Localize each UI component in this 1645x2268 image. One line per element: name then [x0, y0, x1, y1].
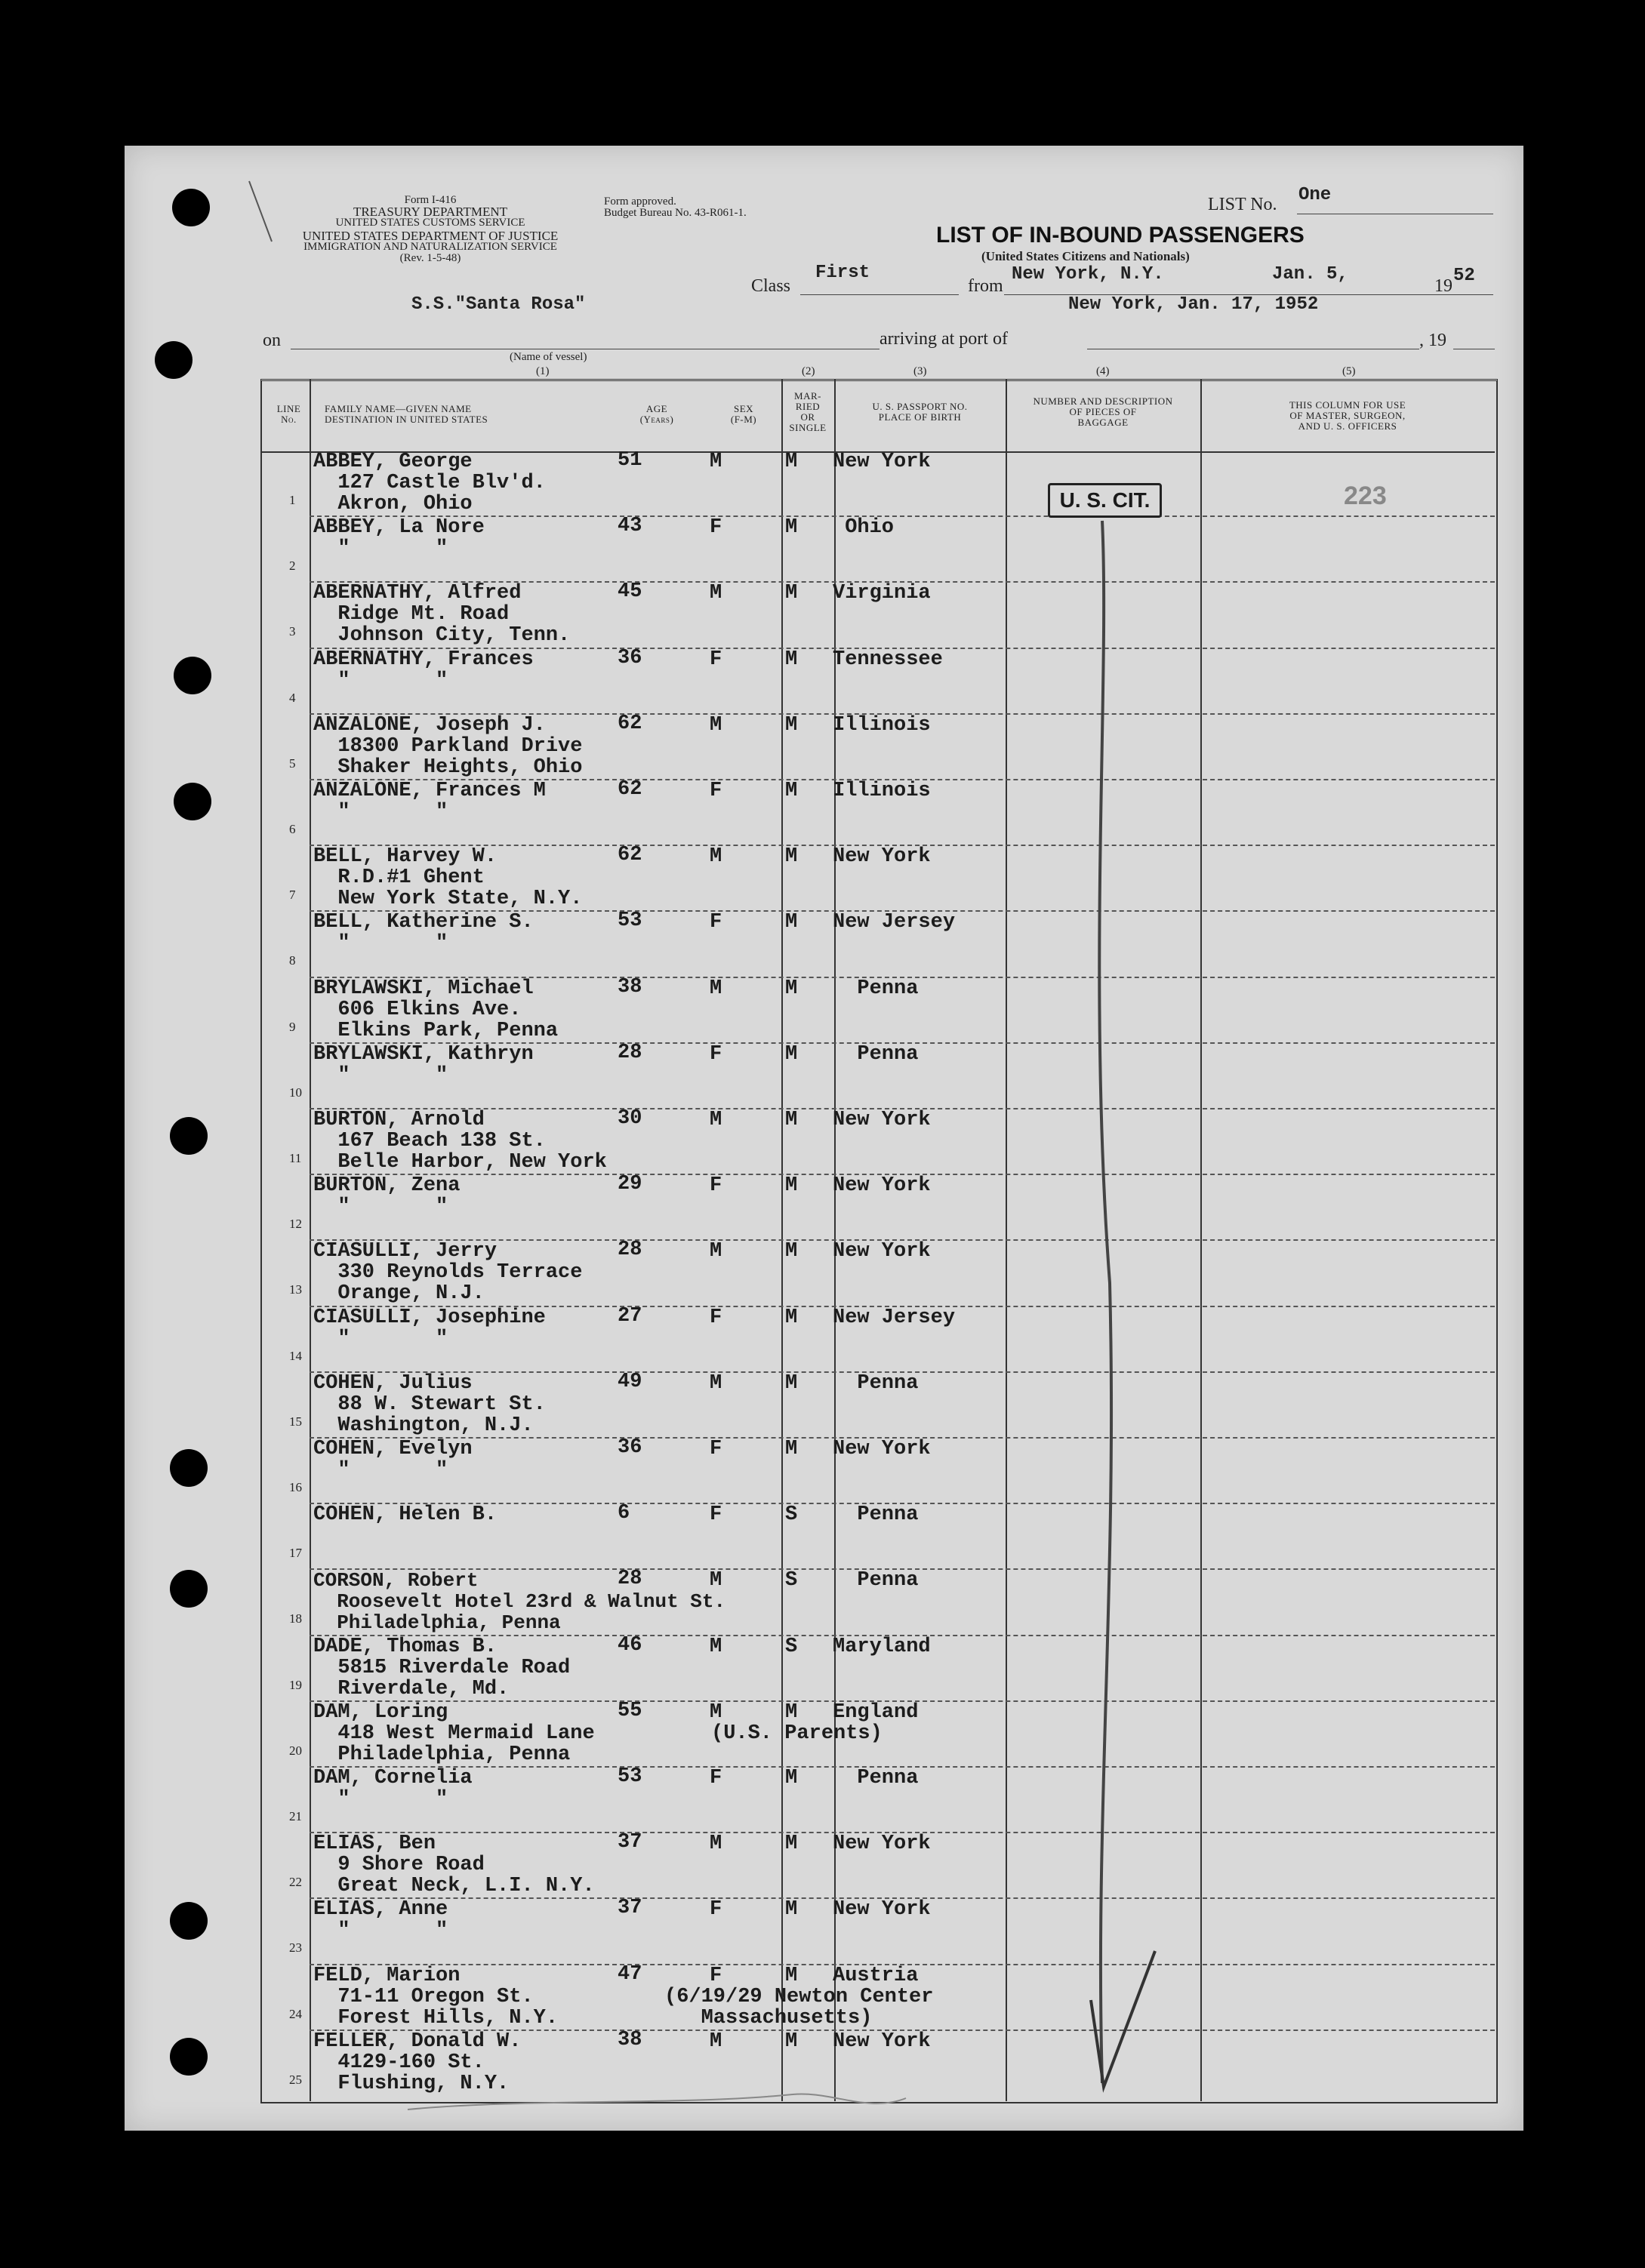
form-number: Form I-416 — [404, 194, 457, 206]
line-number: 1 — [289, 493, 296, 507]
passenger-age: 29 — [618, 1173, 642, 1196]
passenger-marital: M — [785, 582, 798, 605]
passenger-sex: F — [710, 1898, 722, 1922]
line-number: 24 — [289, 2006, 302, 2021]
passenger-age: 28 — [618, 1239, 642, 1262]
passenger-marital: M — [785, 780, 798, 802]
passenger-birthplace: New York — [833, 845, 931, 869]
passenger-sex: M — [710, 1635, 722, 1658]
passenger-marital: M — [785, 1109, 798, 1131]
passenger-marital: M — [785, 1306, 798, 1329]
header-name: FAMILY NAME—GIVEN NAME DESTINATION IN UNITED STATES — [325, 403, 488, 425]
line-number: 10 — [289, 1085, 302, 1100]
passenger-age: 62 — [618, 712, 642, 735]
passenger-birthplace: Virginia — [833, 582, 931, 605]
passenger-sex: F — [710, 1503, 722, 1527]
justice-dept: UNITED STATES DEPARTMENT OF JUSTICE — [302, 229, 559, 243]
baggage-pencil-line — [1099, 521, 1111, 2083]
passenger-age: 27 — [618, 1304, 642, 1328]
passenger-name: ABBEY, George 127 Castle Blv'd. Akron, Ohio — [313, 451, 546, 515]
passenger-age: 37 — [618, 1897, 642, 1920]
passenger-age: 62 — [618, 844, 642, 867]
us-citizen-stamp: U. S. CIT. — [1048, 483, 1162, 518]
passenger-birthplace: Penna — [833, 1503, 919, 1527]
header-baggage: NUMBER AND DESCRIPTION OF PIECES OF BAGGAGE — [1033, 395, 1173, 428]
passenger-birthplace: New York — [833, 1898, 931, 1922]
passenger-sex: F — [710, 1174, 722, 1198]
line-number: 6 — [289, 822, 296, 836]
passenger-sex: M — [710, 1569, 722, 1593]
passenger-marital: M — [785, 1371, 798, 1395]
col-number-3: (3) — [913, 365, 927, 377]
passenger-birthplace: New York — [833, 1833, 931, 1856]
passenger-name: ANZALONE, Frances M " " — [313, 780, 546, 823]
line-number: 21 — [289, 1809, 302, 1823]
passenger-age: 37 — [618, 1831, 642, 1854]
line-number: 14 — [289, 1348, 302, 1363]
passenger-age: 6 — [618, 1502, 630, 1525]
passenger-name: ABBEY, La Nore " " — [313, 516, 485, 561]
passenger-marital: M — [785, 516, 798, 540]
passenger-name: BRYLAWSKI, Kathryn " " — [313, 1042, 534, 1087]
passenger-birthplace: New York — [833, 451, 931, 473]
passenger-name: BELL, Katherine S. " " — [313, 911, 534, 956]
passenger-sex: F — [710, 1438, 722, 1460]
passenger-name: COHEN, Julius 88 W. Stewart St. Washington, N.J. — [313, 1371, 546, 1437]
passenger-name: BELL, Harvey W. R.D.#1 Ghent New York State, N.Y. — [313, 845, 583, 911]
passenger-name: FELD, Marion 71-11 Oregon St. Forest Hills, N.Y. — [313, 1964, 559, 2030]
passenger-birthplace: New York — [833, 1109, 931, 1131]
passenger-birthplace: Illinois — [833, 713, 931, 737]
class-label: Class — [751, 276, 791, 296]
passenger-marital: M — [785, 451, 798, 473]
passenger-age: 38 — [618, 975, 642, 999]
passenger-age: 36 — [618, 646, 642, 669]
passenger-sex: F — [710, 1767, 722, 1789]
passenger-name: DADE, Thomas B. 5815 Riverdale Road Riverdale, Md. — [313, 1635, 571, 1700]
passenger-sex: M — [710, 1371, 722, 1395]
passenger-birthplace: New York — [833, 1438, 931, 1460]
passenger-age: 51 — [618, 449, 642, 472]
passenger-birthplace: Tennessee — [833, 648, 943, 671]
year-value: 52 — [1453, 266, 1475, 286]
col-number-1: (1) — [536, 365, 550, 377]
header-sex: SEX (F-M) — [730, 403, 757, 425]
passenger-birthplace: Maryland — [833, 1635, 931, 1658]
line-number: 9 — [289, 1019, 296, 1034]
header-line-no: LINE No. — [276, 403, 304, 425]
passenger-name: ELIAS, Ben 9 Shore Road Great Neck, L.I. N.Y. — [313, 1833, 595, 1898]
passenger-marital: S — [785, 1503, 798, 1527]
on-label: on — [263, 331, 281, 350]
passenger-marital: M — [785, 2030, 798, 2053]
passenger-age: 28 — [618, 1568, 642, 1591]
passenger-birthplace: Penna — [833, 1569, 919, 1593]
list-no-value: One — [1298, 185, 1332, 205]
passenger-sex: F — [710, 648, 722, 671]
passenger-name: BURTON, Arnold 167 Beach 138 St. Belle Harbor, New York — [313, 1109, 607, 1174]
passenger-name: CIASULLI, Jerry 330 Reynolds Terrace Orange, N.J. — [313, 1240, 583, 1306]
arriving-value: New York, Jan. 17, 1952 — [1068, 294, 1319, 315]
passenger-sex: F — [710, 911, 722, 934]
line-number: 7 — [289, 888, 296, 903]
passenger-birthplace: Ohio — [833, 516, 895, 540]
passenger-age: 46 — [618, 1633, 642, 1657]
passenger-birthplace: Penna — [833, 977, 919, 1000]
passenger-sex: F — [710, 1964, 722, 1987]
passenger-name: COHEN, Evelyn " " — [313, 1438, 473, 1482]
passenger-age: 38 — [618, 2028, 642, 2051]
passenger-name: BURTON, Zena " " — [313, 1174, 461, 1219]
from-label: from — [968, 276, 1003, 296]
col-number-4: (4) — [1096, 365, 1110, 377]
passenger-marital: M — [785, 977, 798, 1000]
passenger-sex: M — [710, 1240, 722, 1263]
passenger-sex: M — [710, 845, 722, 869]
passenger-name: ANZALONE, Joseph J. 18300 Parkland Drive Shaker Heights, Ohio — [313, 713, 583, 779]
treasury-dept: TREASURY DEPARTMENT — [353, 205, 508, 219]
passenger-age: 47 — [618, 1962, 642, 1986]
vessel-name: S.S."Santa Rosa" — [411, 294, 586, 315]
passenger-birthplace: Austria — [833, 1964, 919, 1987]
form-title: LIST OF IN-BOUND PASSENGERS — [936, 223, 1305, 248]
passenger-marital: M — [785, 1833, 798, 1856]
passenger-marital: S — [785, 1635, 798, 1658]
list-no-label: LIST No. — [1208, 195, 1277, 214]
passenger-age: 28 — [618, 1041, 642, 1064]
passenger-name: ABERNATHY, Frances " " — [313, 648, 534, 692]
line-number: 18 — [289, 1611, 302, 1626]
line-number: 16 — [289, 1480, 302, 1494]
passenger-birthplace: New Jersey — [833, 911, 956, 934]
passenger-marital: M — [785, 1964, 798, 1987]
passenger-sex: M — [710, 2030, 722, 2053]
passenger-birthplace: Illinois — [833, 780, 931, 802]
header-age: AGE (Years) — [639, 403, 674, 425]
header-married: MAR- RIED OR SINGLE — [789, 390, 827, 433]
passenger-name: ELIAS, Anne " " — [313, 1898, 448, 1943]
passenger-note: (U.S. Parents) — [711, 1722, 883, 1745]
passenger-sex: F — [710, 516, 722, 540]
class-value: First — [815, 263, 870, 283]
line-number: 3 — [289, 624, 296, 639]
margin-slash — [249, 181, 272, 242]
customs-service: UNITED STATES CUSTOMS SERVICE — [335, 217, 525, 229]
line-number: 4 — [289, 690, 296, 705]
passenger-age: 43 — [618, 515, 642, 538]
col-number-2: (2) — [802, 365, 815, 377]
passenger-marital: M — [785, 1174, 798, 1198]
passenger-note: (6/19/29 Newton Center Massachusetts) — [664, 1985, 934, 2030]
line-number: 15 — [289, 1414, 302, 1429]
passenger-sex: M — [710, 1109, 722, 1131]
passenger-birthplace: New Jersey — [833, 1306, 956, 1329]
line-number: 8 — [289, 953, 296, 968]
passenger-age: 55 — [618, 1699, 642, 1722]
passenger-name: COHEN, Helen B. — [313, 1503, 498, 1527]
passenger-marital: M — [785, 1700, 798, 1724]
stamp-number: 223 — [1344, 482, 1387, 510]
passenger-name: DAM, Cornelia " " — [313, 1767, 473, 1811]
passenger-sex: M — [710, 451, 722, 473]
from-date: Jan. 5, — [1272, 264, 1348, 285]
from-value: New York, N.Y. — [1012, 264, 1164, 285]
line-number: 17 — [289, 1546, 302, 1561]
passenger-age: 53 — [618, 909, 642, 933]
passenger-marital: M — [785, 1898, 798, 1922]
passenger-age: 30 — [618, 1107, 642, 1130]
passenger-name: FELLER, Donald W. 4129-160 St. Flushing, N.Y. — [313, 2030, 522, 2095]
ins-service: IMMIGRATION AND NATURALIZATION SERVICE — [303, 241, 557, 253]
line-number: 25 — [289, 2072, 302, 2087]
passenger-marital: S — [785, 1569, 798, 1593]
header-passport: U. S. PASSPORT NO. PLACE OF BIRTH — [872, 401, 968, 423]
vessel-caption: (Name of vessel) — [510, 351, 587, 363]
passenger-birthplace: Penna — [833, 1371, 919, 1395]
line-number: 12 — [289, 1217, 302, 1232]
passenger-marital: M — [785, 845, 798, 869]
passenger-age: 36 — [618, 1436, 642, 1459]
passenger-sex: F — [710, 1306, 722, 1329]
passenger-marital: M — [785, 713, 798, 737]
passenger-birthplace: New York — [833, 1174, 931, 1198]
passenger-sex: M — [710, 713, 722, 737]
arriving-label: arriving at port of — [879, 329, 1008, 349]
passenger-birthplace: New York — [833, 1240, 931, 1263]
passenger-sex: M — [710, 1833, 722, 1856]
line-number: 23 — [289, 1940, 302, 1956]
passenger-marital: M — [785, 1767, 798, 1789]
passenger-marital: M — [785, 911, 798, 934]
passenger-name: ABERNATHY, Alfred Ridge Mt. Road Johnson City, Tenn. — [313, 582, 571, 648]
line-number: 13 — [289, 1282, 302, 1297]
budget-bureau: Budget Bureau No. 43-R061-1. — [604, 207, 747, 219]
passenger-age: 62 — [618, 778, 642, 801]
line-number: 2 — [289, 559, 296, 574]
line-number: 19 — [289, 1677, 302, 1692]
revision-date: (Rev. 1-5-48) — [399, 252, 461, 264]
bottom-scrawl — [408, 2094, 906, 2110]
passenger-birthplace: New York — [833, 2030, 931, 2053]
passenger-name: CIASULLI, Josephine " " — [313, 1306, 546, 1350]
passenger-sex: F — [710, 780, 722, 802]
year2-label: , 19 — [1419, 331, 1446, 350]
line-number: 5 — [289, 755, 296, 771]
passenger-age: 53 — [618, 1765, 642, 1788]
passenger-sex: M — [710, 1700, 722, 1724]
form-approved: Form approved. — [604, 195, 676, 208]
passenger-age: 45 — [618, 580, 642, 604]
passenger-marital: M — [785, 1042, 798, 1066]
passenger-marital: M — [785, 1438, 798, 1460]
passenger-marital: M — [785, 1240, 798, 1263]
passenger-sex: F — [710, 1042, 722, 1066]
header-officers: THIS COLUMN FOR USE OF MASTER, SURGEON, AND U. S. OFFICERS — [1289, 399, 1406, 432]
passenger-sex: M — [710, 582, 722, 605]
passenger-birthplace: Penna — [833, 1767, 919, 1789]
year-prefix: 19 — [1434, 276, 1452, 296]
form-subtitle: (United States Citizens and Nationals) — [981, 249, 1190, 263]
line-number: 11 — [289, 1151, 302, 1165]
passenger-birthplace: England — [833, 1700, 919, 1724]
passenger-age: 49 — [618, 1370, 642, 1393]
passenger-name: DAM, Loring 418 West Mermaid Lane Philadelphia, Penna — [313, 1700, 595, 1766]
line-number: 20 — [289, 1743, 302, 1758]
passenger-sex: M — [710, 977, 722, 1000]
passenger-name: CORSON, Robert Roosevelt Hotel 23rd & Walnut St. Philadelphia, Penna — [313, 1569, 726, 1635]
passenger-marital: M — [785, 648, 798, 671]
col-number-5: (5) — [1342, 365, 1356, 377]
passenger-name: BRYLAWSKI, Michael 606 Elkins Ave. Elkins Park, Penna — [313, 977, 559, 1042]
passenger-birthplace: Penna — [833, 1042, 919, 1066]
line-number: 22 — [289, 1875, 302, 1890]
